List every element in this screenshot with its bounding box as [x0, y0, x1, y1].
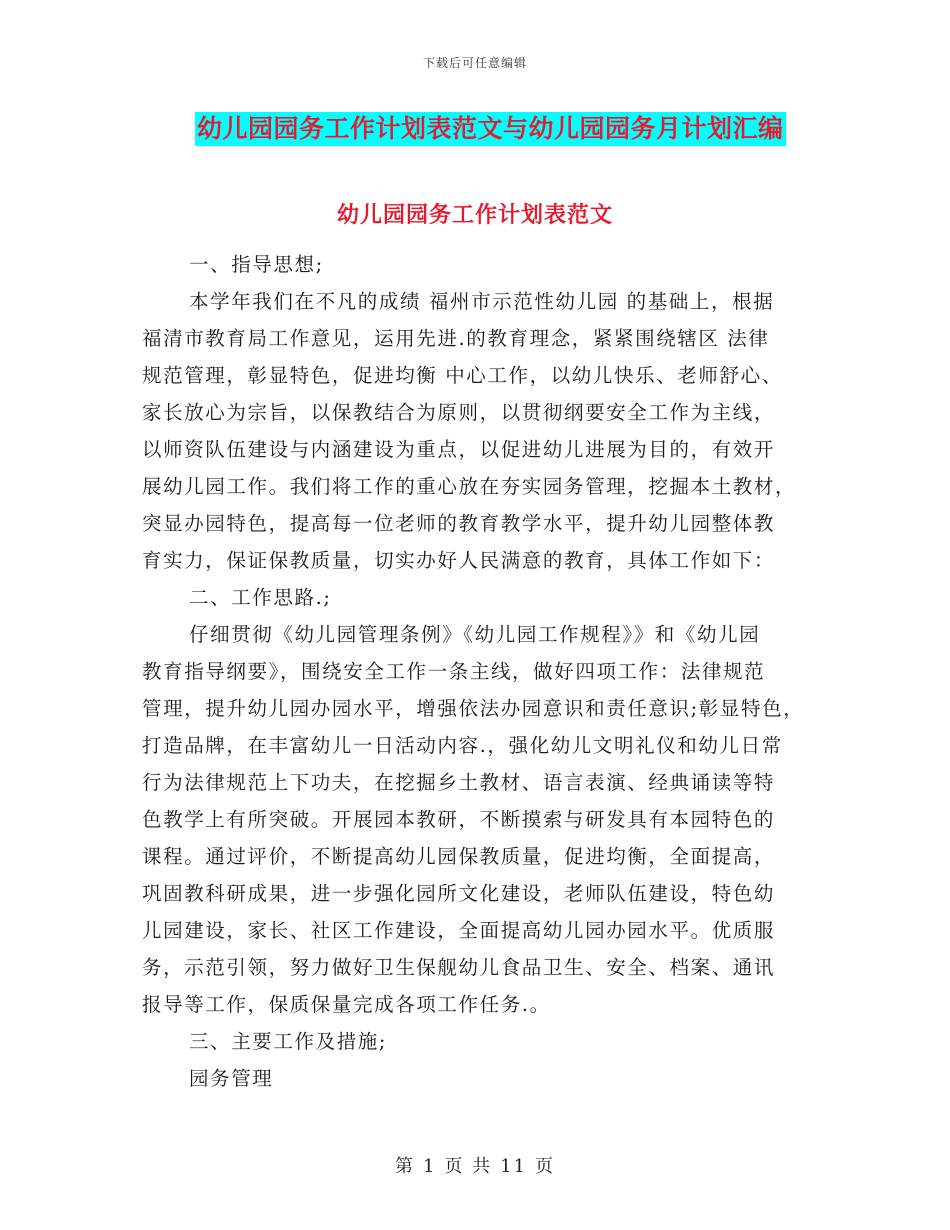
- paragraph-line: 课程。通过评价，不断提高幼儿园保教质量，促进均衡，全面提高，: [142, 845, 776, 868]
- paragraph-line: 巩固教科研成果，进一步强化园所文化建设，老师队伍建设，特色幼: [142, 882, 776, 905]
- paragraph-line: 务，示范引领，努力做好卫生保舰幼儿食品卫生、安全、档案、通讯: [142, 956, 776, 979]
- total-pages: 11: [500, 1156, 528, 1177]
- paragraph-line: 儿园建设，家长、社区工作建设，全面提高幼儿园办园水平。优质服: [142, 919, 776, 942]
- heading-work-ideas: 二、工作思路.;: [189, 586, 332, 609]
- paragraph-line: 以师资队伍建设与内涵建设为重点，以促进幼儿进展为目的，有效开: [142, 438, 776, 461]
- paragraph-line: 突显办园特色，提高每一位老师的教育教学水平，提升幼儿园整体教: [142, 512, 776, 535]
- heading-guiding-thought: 一、指导思想;: [189, 253, 324, 276]
- footer-suffix: 页: [535, 1156, 556, 1177]
- paragraph-line: 规范管理，彰显特色，促进均衡 中心工作，以幼儿快乐、老师舒心、: [142, 364, 783, 387]
- paragraph-line: 色教学上有所突破。开展园本教研，不断摸索与研发具有本园特色的: [142, 808, 776, 831]
- paragraph-line: 本学年我们在不凡的成绩 福州市示范性幼儿园 的基础上，根据: [189, 290, 775, 313]
- header-note: 下载后可任意编辑: [422, 56, 527, 70]
- footer-prefix: 第: [394, 1156, 415, 1177]
- paragraph-line: 育实力，保证保教质量，切实办好人民满意的教育，具体工作如下：: [142, 549, 776, 572]
- paragraph-line: 报导等工作，保质保量完成各项工作任务.。: [142, 993, 551, 1016]
- paragraph-line: 仔细贯彻《幼儿园管理条例》《幼儿园工作规程》》和《幼儿园: [189, 623, 761, 646]
- heading-main-work: 三、主要工作及措施;: [189, 1030, 388, 1053]
- paragraph-line: 打造品牌，在丰富幼儿一日活动内容.，强化幼儿文明礼仪和幼儿日常: [142, 734, 783, 757]
- paragraph-line: 行为法律规范上下功夫，在挖掘乡土教材、语言表演、经典诵读等特: [142, 771, 776, 794]
- paragraph-line: 展幼儿园工作。我们将工作的重心放在夯实园务管理，挖掘本土教材，: [142, 475, 797, 498]
- footer-middle: 页 共: [444, 1156, 493, 1177]
- paragraph-line: 管理，提升幼儿园办园水平，增强依法办园意识和责任意识;彰显特色，: [142, 697, 805, 720]
- section-title: 幼儿园园务工作计划表范文: [336, 203, 613, 228]
- paragraph-line: 福清市教育局工作意见，运用先进.的教育理念，紧紧围绕辖区 法律: [142, 327, 770, 350]
- body-text: [142, 246, 822, 1097]
- document-title: 幼儿园园务工作计划表范文与幼儿园园务月计划汇编: [195, 112, 786, 146]
- page-footer: [0, 1152, 950, 1178]
- paragraph-line: 教育指导纲要》，围绕安全工作一条主线，做好四项工作：法律规范: [142, 660, 766, 683]
- page-number: 1: [422, 1156, 437, 1177]
- heading-garden-management: 园务管理: [189, 1067, 274, 1090]
- paragraph-line: 家长放心为宗旨，以保教结合为原则，以贯彻纲要安全工作为主线，: [142, 401, 776, 424]
